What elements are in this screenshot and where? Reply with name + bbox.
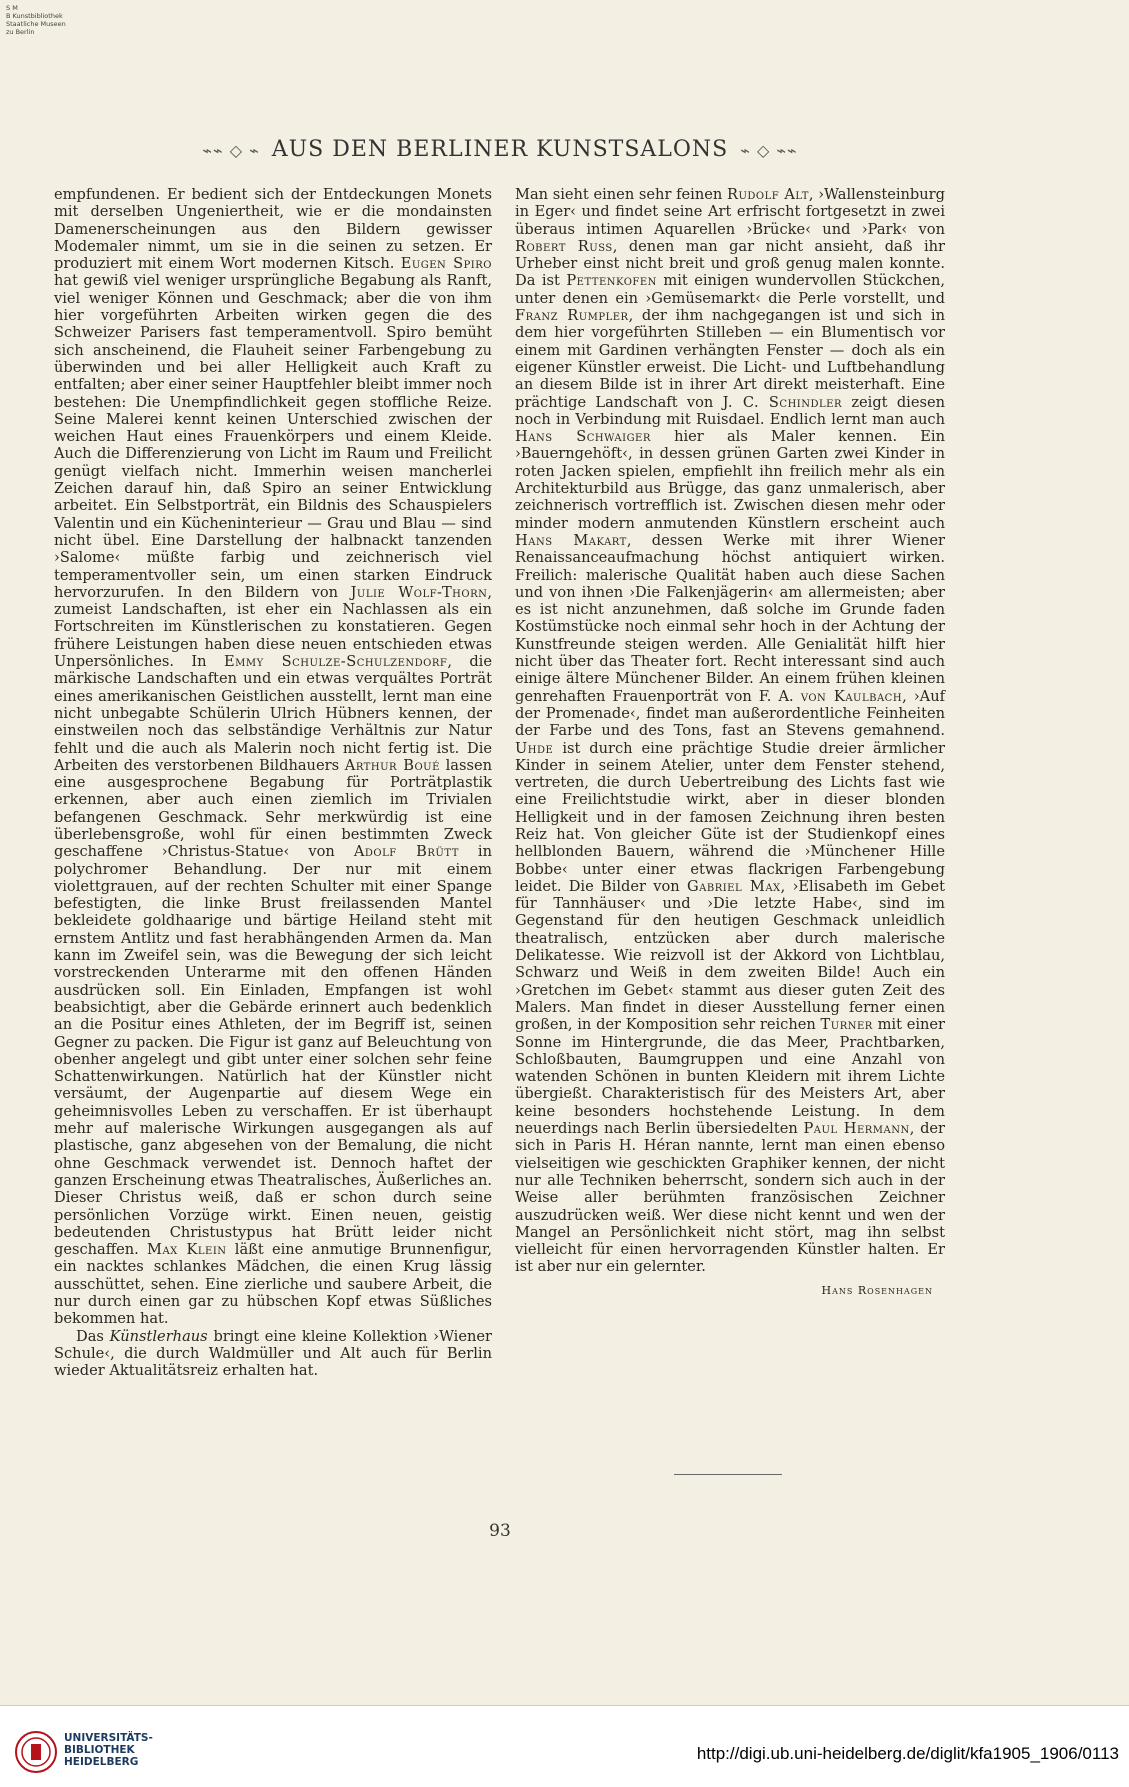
paragraph: Man sieht einen sehr feinen Rudolf Alt, ›Wallensteinburg in Eger‹ und findet seine Art erfrischt fortgesetzt in zwei überaus intimen Aquarellen ›Brücke‹ und ›Park‹ von Robert Russ, denen man gar nicht ansieht, daß ihr Urheber einst nicht breit und groß genug malen konnte. Da ist Pettenkofen mit einigen wundervollen Stückchen, unter denen ein ›Gemüsemarkt‹ die Perle vorstellt, und Franz Rumpler, der ihm nachgegangen ist und sich in dem hier vorgeführten Stilleben — ein Blumentisch vor einem mit Gardinen verhängten Fenster — doch als ein eigener Künstler erweist. Die Licht- und Luftbehandlung an diesem Bilde ist in ihrer Art direkt meisterhaft. Eine prächtige Landschaft von J. C. Schindler zeigt diesen noch in Verbindung mit Ruisdael. Endlich lernt man auch Hans Schwaiger hier als Maler kennen. Ein ›Bauerngehöft‹, in dessen grünen Garten zwei Kinder in roten Jacken spielen, empfiehlt ihn freilich mehr als ein Architekturbild aus Brügge, das ganz unmalerisch, aber zeichnerisch vortrefflich ist. Zwischen diesen mehr oder minder modern anmutenden Künstlern erscheint auch Hans Makart, dessen Werke mit ihrer Wiener Renaissanceaufmachung höchst antiquiert wirken. Freilich: malerische Qualität haben auch diese Sachen und von ihnen ›Die Falkenjägerin‹ am allermeisten; aber es ist nicht anzunehmen, daß solche im Grunde faden Kostümstücke noch einmal sehr hoch in der Achtung der Kunstfreunde steigen werden. Alle Genialität hilft hier nicht über das Theater fort. Recht interessant sind auch einige ältere Münchener Bilder. An einem frühen kleinen genrehaften Frauenporträt von F. A. von Kaulbach, ›Auf der Promenade‹, findet man außerordentliche Feinheiten der Farbe und des Tons, fast an Stevens gemahnend. Uhde ist durch eine prächtige Studie dreier ärmlicher Kinder in seinem Atelier, unter dem Fenster stehend, vertreten, die durch Uebertreibung des Lichts fast wie eine Freilichtstudie wirkt, aber in dieser blonden Helligkeit und in der famosen Zeichnung ihren besten Reiz hat. Von gleicher Güte ist der Studienkopf eines hellblonden Bauern, während die ›Münchener Hille Bobbe‹ unter einer etwas flackrigen Farbengebung leidet. Die Bilder von Gabriel Max, ›Elisabeth im Gebet für Tannhäuser‹ und ›Die letzte Habe‹, sind im Gegenstand für den heutigen Geschmack unleidlich theatralisch, entzücken aber durch malerische Delikatesse. Wie reizvoll ist der Akkord von Lichtblau, Schwarz und Weiß in dem zweiten Bilde! Auch ein ›Gretchen im Gebet‹ stammt aus dieser guten Zeit des Malers. Man findet in dieser Ausstellung ferner einen großen, in der Komposition sehr reichen Turner mit einer Sonne im Hintergrunde, die das Meer, Prachtbarken, Schloßbauten, Baumgruppen und eine Anzahl von watenden Schönen in bunten Kleidern mit ihrem Lichte übergießt. Charakteristisch für des Meisters Art, aber keine besonders hochstehende Leistung. In dem neuerdings nach Berlin übersiedelten Paul Hermann, der sich in Paris H. Héran nannte, lernt man einen ebenso vielseitigen wie geschickten Graphiker kennen, der nicht nur alle Techniken beherrscht, sondern sich auch in der Weise aller berühmten französischen Zeichner auszudrücken weiß. Wer diese nicht kennt und wen der Mangel an Persönlichkeit nicht stört, mag ihn selbst vielleicht für einen hervorragenden Künstler halten. Er ist aber nur ein gelernter.: [515, 186, 946, 1276]
end-rule: [674, 1474, 782, 1475]
university-seal-icon: [14, 1730, 58, 1774]
artist-name: Rudolf Alt: [726, 186, 809, 203]
digitization-footer: [0, 1705, 1129, 1787]
artist-name: Franz Rumpler: [515, 307, 629, 325]
artist-name: Adolf Brütt: [353, 843, 459, 861]
ornament-left-icon: ⌁⌁ ◇ ⌁: [202, 140, 260, 160]
artist-name: Arthur Boué: [344, 756, 440, 774]
paragraph: empfundenen. Er bedient sich der Entdeckungen Monets mit derselben Ungeniertheit, wie er die mondainsten Damenerscheinungen aus den Bildern gewisser Modemaler nimmt, um sie in die seinen zu setzen. Er produziert mit einem Wort modernen Kitsch. Eugen Spiro hat gewiß viel weniger ursprüngliche Begabung als Ranft, viel weniger Können und Geschmack; aber die von ihm hier vorgeführten Arbeiten wirken gegen die des Schweizer Parisers fast temperamentvoll. Spiro bemüht sich anscheinend, die Flauheit seiner Farbengebung zu überwinden und bei aller Helligkeit auch Kraft zu entfalten; aber einer seiner Hauptfehler bleibt immer noch bestehen: Die Unempfindlichkeit gegen stoffliche Reize. Seine Malerei kennt keinen Unterschied zwischen der weichen Haut eines Frauenkörpers und einem Kleide. Auch die Differenzierung von Licht im Raum und Freilicht genügt vielfach nicht. Immerhin weisen mancherlei Zeichen darauf hin, daß Spiro an seiner Entwicklung arbeitet. Ein Selbstporträt, ein Bildnis des Schauspielers Valentin und ein Kücheninterieur — Grau und Blau — sind nicht übel. Eine Darstellung der halbnackt tanzenden ›Salome‹ müßte farbig und zeichnerisch viel temperamentvoller sein, um einen starken Eindruck hervorzurufen. In den Bildern von Julie Wolf-Thorn, zumeist Landschaften, ist eher ein Nachlassen als ein Fortschreiten im Künstlerischen zu konstatieren. Gegen frühere Leistungen haben diese neuen entschieden etwas Unpersönliches. In Emmy Schulze-Schulzendorf, die märkische Landschaften und ein etwas verquältes Porträt eines amerikanischen Geistlichen ausstellt, lernt man eine nicht unbegabte Schülerin Ulrich Hübners kennen, der einstweilen noch das selbständige Verhältnis zur Natur fehlt und die auch als Malerin noch nicht fertig ist. Die Arbeiten des verstorbenen Bildhauers Arthur Boué lassen eine ausgesprochene Begabung für Porträtplastik erkennen, aber auch einen ziemlich im Trivialen befangenen Geschmack. Sehr merkwürdig ist eine überlebensgroße, wohl für einen bestimmten Zweck geschaffene ›Christus-Statue‹ von Adolf Brütt in polychromer Behandlung. Der nur mit einem violettgrauen, auf der rechten Schulter mit einer Spange befestigten, die linke Brust freilassenden Mantel bekleidete goldhaarige und bärtige Heiland steht mit ernstem Antlitz und fast herabhängenden Armen da. Man kann im Zweifel sein, was die Bewegung der sich leicht vorstreckenden Unterarme mit den offenen Händen ausdrücken soll. Ein Einladen, Empfangen ist wohl beabsichtigt, aber die Gebärde erinnert auch bedenklich an die Positur eines Athleten, der im Begriff ist, seinen Gegner zu packen. Die Figur ist ganz auf Beleuchtung von obenher angelegt und gibt unter einer solchen sehr feine Schattenwirkungen. Natürlich hat der Künstler nicht versäumt, der Augenpartie auf diesem Wege ein geheimnisvolles Leben zu verschaffen. Er ist überhaupt mehr auf malerische Wirkungen ausgegangen als auf plastische, ganz abgesehen von der Bemalung, die nicht ohne Geschmack verwendet ist. Dennoch haftet der ganzen Erscheinung etwas Theatralisches, Äußerliches an. Dieser Christus weiß, daß er schon durch seine persönlichen Vorzüge wirkt. Einen neuen, geistig bedeutenden Christustypus hat Brütt leider nicht geschaffen. Max Klein läßt eine anmutige Brunnenfigur, ein nacktes schlankes Mädchen, die einen Krug lässig ausschüttet, sehen. Eine zierliche und saubere Arbeit, die nur durch einen gar zu hübschen Kopf etwas Süßliches bekommen hat.: [54, 186, 493, 1328]
page-number: 93: [489, 1521, 511, 1541]
author-signature: Hans Rosenhagen: [821, 1283, 933, 1297]
venue-name: Künstlerhaus: [109, 1327, 208, 1345]
artist-name: Eugen Spiro: [400, 255, 492, 273]
artist-name: Hans Makart: [515, 531, 627, 549]
header-title: AUS DEN BERLINER KUNSTSALONS: [271, 137, 729, 162]
library-name: UNIVERSITÄTS- BIBLIOTHEK HEIDELBERG: [64, 1732, 153, 1768]
artist-name: Pettenkofen: [566, 272, 657, 290]
stamp-line: Staatliche Museen: [6, 20, 66, 28]
left-column: [54, 186, 492, 1379]
artist-name: Turner: [820, 1016, 873, 1034]
artist-name: Robert Russ: [515, 237, 613, 255]
stamp-line: zu Berlin: [6, 28, 35, 36]
paragraph: Das Künstlerhaus bringt eine kleine Kollektion ›Wiener Schule‹, die durch Waldmüller und Alt auch für Berlin wieder Aktualitätsreiz erhalten hat.: [54, 1327, 492, 1380]
running-header: [180, 137, 820, 162]
artist-name: Uhde: [515, 739, 554, 757]
artist-name: Max Klein: [147, 1241, 227, 1259]
artist-name: J. C. Schindler: [722, 393, 842, 411]
artist-name: von Kaulbach: [800, 687, 903, 705]
artist-name: Gabriel Max: [686, 877, 781, 895]
right-column: [515, 186, 945, 1299]
stamp-line: B Kunstbibliothek: [6, 12, 63, 20]
permalink[interactable]: http://digi.ub.uni-heidelberg.de/diglit/kfa1905_1906/0113: [696, 1744, 1119, 1763]
stamp-line: S M: [6, 4, 18, 12]
artist-name: Paul Hermann: [803, 1120, 910, 1138]
artist-name: Julie Wolf-Thorn: [350, 583, 488, 601]
ornament-right-icon: ⌁ ◇ ⌁⌁: [740, 140, 798, 160]
artist-name: Hans Schwaiger: [515, 428, 651, 446]
library-stamp: [6, 4, 66, 36]
artist-name: Emmy Schulze-Schulzendorf: [223, 653, 448, 671]
